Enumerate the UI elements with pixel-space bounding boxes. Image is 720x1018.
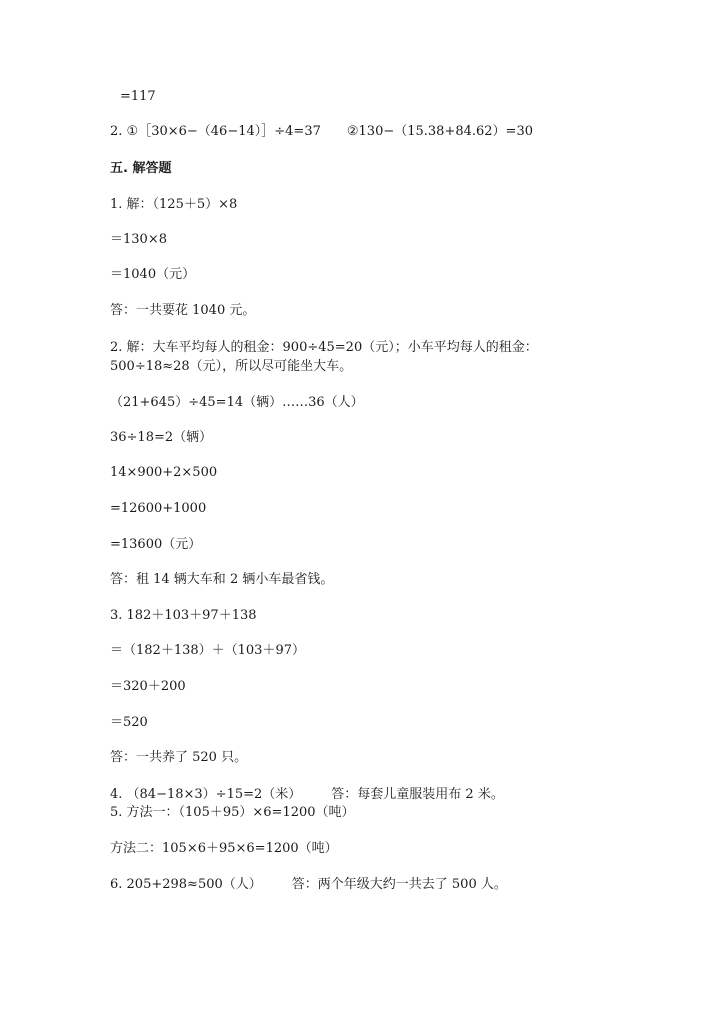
equation-2-2: ②130−（15.38+84.62）=30 — [346, 124, 533, 139]
q3-step-1: 3. 182＋103＋97＋138 — [110, 608, 257, 623]
q3-line-2 — [110, 643, 305, 659]
q2-step-7: =13600（元） — [110, 537, 202, 552]
q2-step-4: 36÷18=2（辆） — [110, 430, 213, 445]
q6-equation: 6. 205+298≈500（人） — [110, 877, 262, 892]
q5-method-2: 方法二：105×6＋95×6=1200（吨） — [110, 841, 338, 856]
q3-line-4 — [110, 715, 148, 731]
q3-line-1 — [110, 608, 257, 624]
equation-2-1: 2. ①［30×6−（46−14）］÷4=37 — [110, 124, 321, 139]
problem-2-line — [110, 124, 533, 140]
q2-answer-text: 答：租 14 辆大车和 2 辆小车最省钱。 — [110, 572, 334, 587]
q2-step-6: =12600+1000 — [110, 501, 207, 516]
q1-step-1: 1. 解：（125＋5）×8 — [110, 197, 238, 212]
q2-line-1 — [110, 340, 538, 356]
section-title: 五. 解答题 — [110, 161, 172, 176]
q4-answer-text: 答：每套儿童服装用布 2 米。 — [331, 787, 504, 802]
result-line — [120, 89, 156, 105]
q5-method-1: 5. 方法一：（105＋95）×6=1200（吨） — [110, 805, 355, 820]
q3-line-3 — [110, 679, 186, 695]
q2-line-6 — [110, 501, 206, 517]
q1-answer — [110, 303, 255, 319]
q3-answer — [110, 750, 247, 766]
q2-step-5: 14×900+2×500 — [110, 465, 218, 480]
q2-line-3 — [110, 395, 364, 411]
q1-step-2: ＝130×8 — [110, 232, 167, 247]
q1-line-2 — [110, 232, 167, 248]
q5-line-2 — [110, 841, 338, 857]
q2-line-7 — [110, 537, 201, 553]
q2-step-1: 2. 解：大车平均每人的租金：900÷45=20（元）；小车平均每人的租金： — [110, 340, 538, 355]
q3-step-4: ＝520 — [110, 715, 148, 730]
q4-equation: 4. （84−18×3）÷15=2（米） — [110, 787, 302, 802]
q4-line — [110, 787, 504, 803]
q2-answer — [110, 572, 333, 588]
q3-answer-text: 答：一共养了 520 只。 — [110, 750, 248, 765]
q1-line-1 — [110, 197, 237, 213]
text-117: =117 — [120, 89, 156, 104]
q1-line-3 — [110, 267, 195, 283]
q6-answer-text: 答：两个年级大约一共去了 500 人。 — [291, 877, 507, 892]
q2-step-2: 500÷18≈28（元），所以尽可能坐大车。 — [110, 359, 353, 374]
q2-line-2 — [110, 359, 352, 375]
q1-step-3: ＝1040（元） — [110, 267, 196, 282]
q2-line-5 — [110, 465, 217, 481]
q5-line-1 — [110, 805, 355, 821]
q3-step-2: ＝（182＋138）＋（103＋97） — [110, 643, 305, 658]
q1-answer-text: 答：一共要花 1040 元。 — [110, 303, 256, 318]
section-heading — [110, 161, 171, 177]
q6-line — [110, 877, 507, 893]
q2-line-4 — [110, 430, 212, 446]
q2-step-3: （21+645）÷45=14（辆）……36（人） — [110, 395, 364, 410]
q3-step-3: ＝320＋200 — [110, 679, 186, 694]
